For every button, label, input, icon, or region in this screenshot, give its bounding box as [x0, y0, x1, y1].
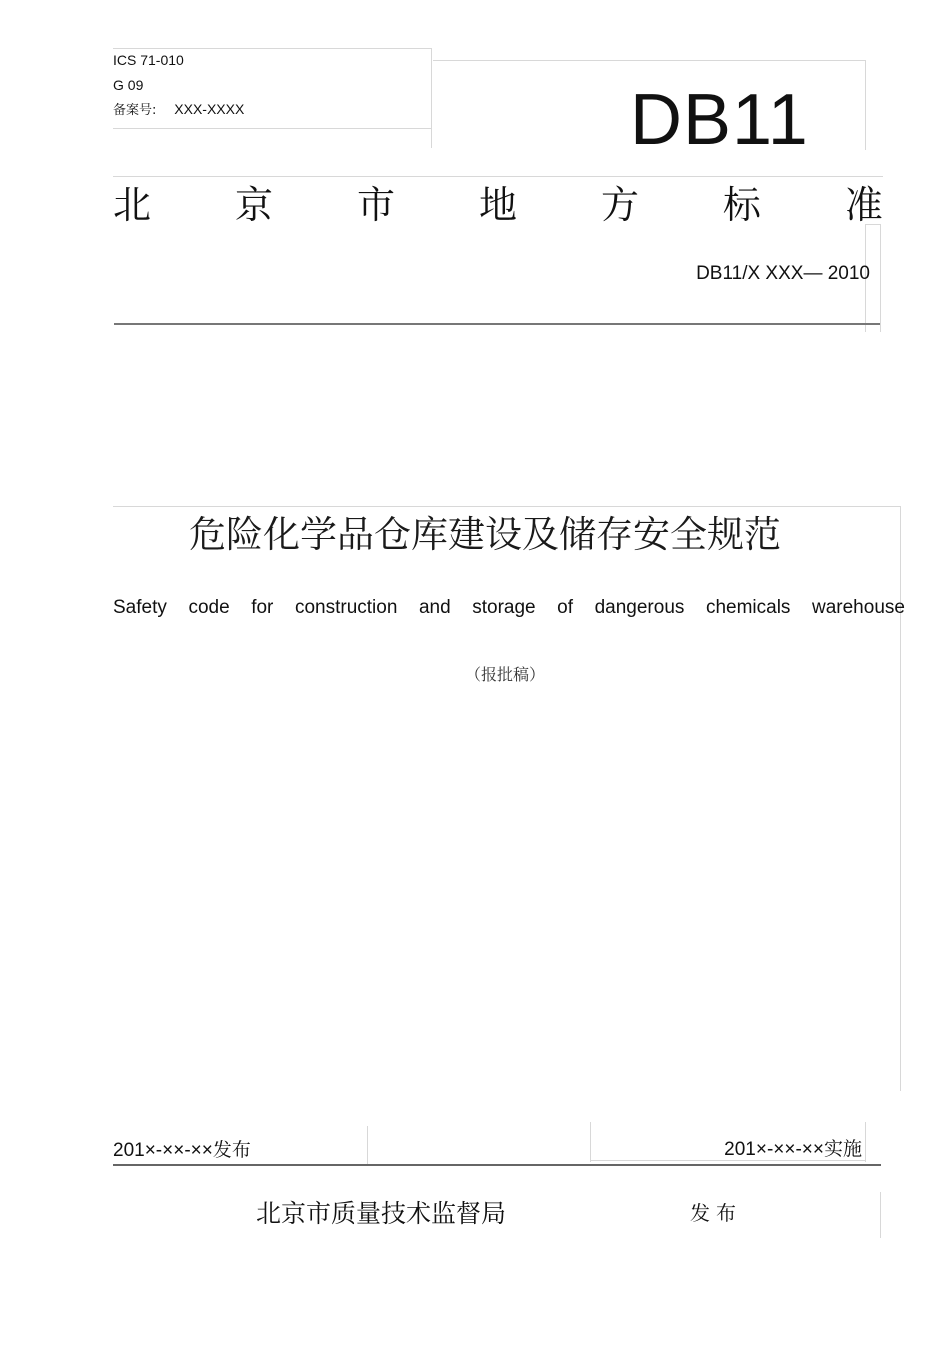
- frame-line: [113, 48, 431, 49]
- implementation-date: 201×-××-××实施: [724, 1139, 862, 1160]
- standard-type-name: [113, 180, 883, 230]
- standard-name-char: 准: [844, 183, 883, 227]
- frame-line: [113, 128, 431, 129]
- standard-name-char: 市: [356, 183, 395, 227]
- frame-line: [880, 224, 881, 332]
- frame-line: [865, 60, 866, 150]
- standard-name-char: 方: [600, 183, 639, 227]
- filing-label: 备案号:: [113, 103, 157, 118]
- title-word: warehouse: [812, 597, 905, 618]
- standard-number: DB11/X XXX— 2010: [696, 263, 870, 284]
- standard-logo: DB11: [630, 80, 809, 160]
- frame-line: [367, 1126, 368, 1164]
- standard-name-char: 标: [722, 183, 761, 227]
- frame-line: [880, 1192, 881, 1238]
- issue-date: 201×-××-××发布: [113, 1140, 251, 1161]
- title-word: Safety: [113, 597, 167, 618]
- filing-number-row: [113, 100, 244, 120]
- frame-line: [590, 1122, 591, 1162]
- title-word: storage: [472, 597, 536, 618]
- footer-divider: [113, 1164, 881, 1166]
- standard-name-char: 北: [113, 183, 152, 227]
- frame-line: [433, 60, 865, 61]
- standard-name-char: 京: [234, 183, 273, 227]
- frame-line: [113, 176, 883, 177]
- title-word: chemicals: [705, 597, 791, 618]
- draft-status: （报批稿）: [464, 665, 545, 684]
- title-word: dangerous: [594, 597, 685, 618]
- frame-line: [865, 1122, 866, 1162]
- document-title-chinese: 危险化学品仓库建设及储存安全规范: [189, 513, 781, 556]
- frame-line: [431, 48, 432, 148]
- publisher-name: 北京市质量技术监督局: [256, 1199, 507, 1228]
- title-word: code: [188, 597, 230, 618]
- title-word: of: [557, 597, 574, 618]
- filing-number: XXX-XXXX: [174, 101, 245, 117]
- ics-code: ICS 71-010: [113, 52, 184, 68]
- title-word: for: [251, 597, 274, 618]
- title-word: construction: [294, 597, 398, 618]
- standard-name-char: 地: [478, 183, 517, 227]
- ccs-code: G 09: [113, 77, 144, 93]
- publish-label: 发布: [690, 1201, 742, 1225]
- header-divider: [114, 323, 880, 325]
- title-word: and: [418, 597, 451, 618]
- frame-line: [113, 506, 901, 507]
- document-title-english: [113, 596, 905, 620]
- frame-line: [900, 506, 901, 1091]
